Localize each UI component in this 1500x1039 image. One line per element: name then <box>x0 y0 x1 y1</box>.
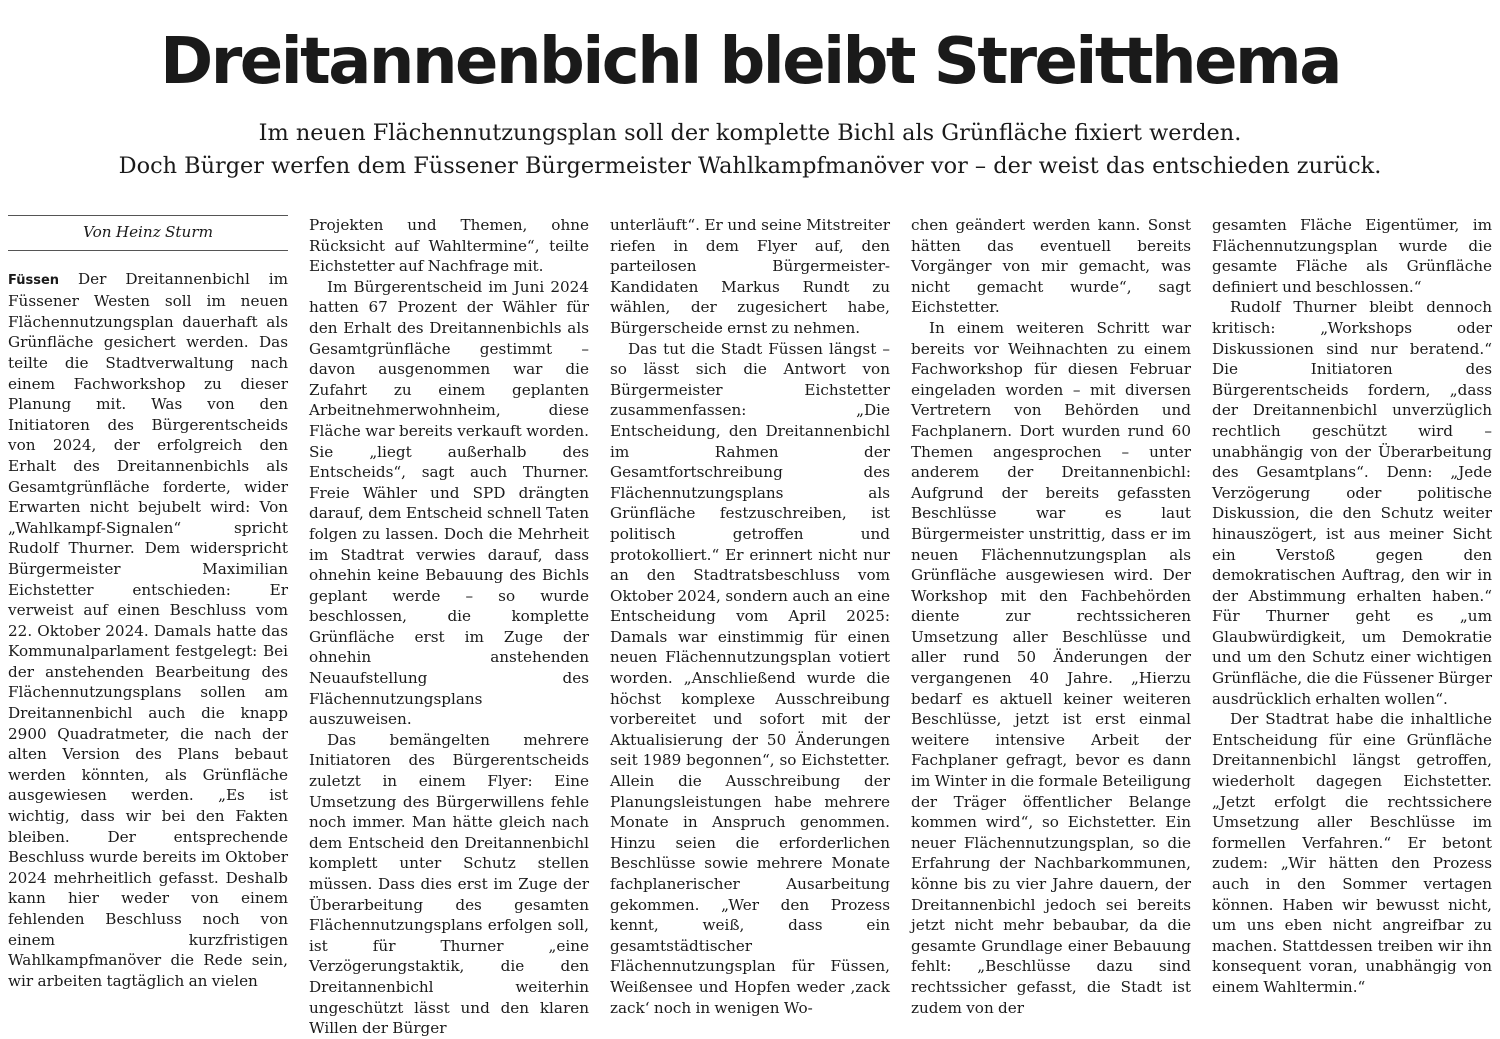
paragraph: chen geändert werden kann. Sonst hätten das eventuell bereits Vorgänger von mir gemacht, was nicht gemacht wurde“, sagt Eichstetter. <box>911 216 1191 317</box>
article-columns <box>8 215 1494 1038</box>
column-2 <box>309 215 589 1038</box>
paragraph <box>8 269 288 992</box>
paragraph: unterläuft“. Er und seine Mitstreiter riefen in dem Flyer auf, den parteilosen Bürgermeister-Kandidaten Markus Rundt zu wählen, der zugesichert habe, Bürgerscheide ernst zu nehmen. <box>610 216 890 337</box>
column-5 <box>1212 215 1492 1015</box>
headline: Dreitannenbichl bleibt Streitthema <box>160 25 1340 99</box>
column-3 <box>610 215 890 1015</box>
paragraph: Der Stadtrat habe die inhaltliche Entscheidung für eine Grünfläche Dreitannenbichl längst getroffen, wiederholt dagegen Eichstetter. „Jetzt erfolgt die rechtssichere Umsetzung aller Beschlüsse im formellen Verfahren.“ Er betont zudem: „Wir hätten den Prozess auch in den Sommer vertagen können. Haben wir bewusst nicht, um uns eben nicht angreifbar zu machen. Stattdessen treiben wir ihn konsequent voran, unabhängig von einem Wahltermin.“ <box>1212 710 1492 996</box>
paragraph: Projekten und Themen, ohne Rücksicht auf Wahltermine“, teilte Eichstetter auf Nachfrage mit. <box>309 216 589 276</box>
paragraph: In einem weiteren Schritt war bereits vor Weihnachten zu einem Fachworkshop für diesen Februar eingeladen worden – mit diversen Vertretern von Behörden und Fachplanern. Dort wurden rund 60 Themen angesprochen – unter anderem der Dreitannenbichl: Aufgrund der bereits gefassten Beschlüsse war es laut Bürgermeister unstrittig, dass er im neuen Flächennutzungsplan als Grünfläche ausgewiesen wird. Der Workshop mit den Fachbehörden diente zur rechtssicheren Umsetzung aller Beschlüsse und aller rund 50 Änderungen der vergangenen 40 Jahre. „Hierzu bedarf es aktuell keiner weiteren Beschlüsse, jetzt ist erst einmal weitere intensive Arbeit der Fachplaner gefragt, bevor es dann im Winter in die formale Beteiligung der Träger öffentlicher Belange kommen wird“, so Eichstetter. Ein neuer Flächennutzungsplan, so die Erfahrung der Nachbarkommunen, könne bis zu vier Jahre dauern, der Dreitannenbichl jedoch sei bereits jetzt nicht mehr bebaubar, da die gesamte Grundlage einer Bebauung fehlt: „Beschlüsse dazu sind rechtssicher gefasst, die Stadt ist zudem von der <box>911 318 1191 1017</box>
column-4 <box>911 215 1191 1015</box>
subheadline <box>0 117 1500 183</box>
paragraph: Das bemängelten mehrere Initiatoren des Bürgerentscheids zuletzt in einem Flyer: Eine Umsetzung des Bürgerwillens fehle noch immer. Man hätte gleich nach dem Entscheid den Dreitannenbichl komplett unter Schutz stellen müssen. Dass dies erst im Zuge der Überarbeitung des gesamten Flächennutzungsplans erfolgen soll, ist für Thurner „eine Verzögerungstaktik, die den Dreitannenbichl weiterhin ungeschützt lässt und den klaren Willen der Bürger <box>309 730 589 1038</box>
column-1 <box>8 215 288 1015</box>
paragraph: Das tut die Stadt Füssen längst – so lässt sich die Antwort von Bürgermeister Eichstetter zusammenfassen: „Die Entscheidung, den Dreitannenbichl im Rahmen der Gesamtfortschreibung des Flächennutzungsplans als Grünfläche festzuschreiben, ist politisch getroffen und protokolliert.“ Er erinnert nicht nur an den Stadtratsbeschluss vom Oktober 2024, sondern auch an eine Entscheidung vom April 2025: Damals war einstimmig für einen neuen Flächennutzungsplan votiert worden. „Anschließend wurde die höchst komplexe Ausschreibung vorbereitet und sofort mit der Aktualisierung der 50 Änderungen seit 1989 begonnen“, so Eichstetter. Allein die Ausschreibung der Planungsleistungen habe mehrere Monate in Anspruch genommen. Hinzu seien die erforderlichen Beschlüsse sowie mehrere Monate fachplanerischer Ausarbeitung gekommen. „Wer den Prozess kennt, weiß, dass ein gesamtstädtischer Flächennutzungsplan für Füssen, Weißensee und Hopfen weder ‚zack zack‘ noch in wenigen Wo- <box>610 339 890 1017</box>
paragraph: Rudolf Thurner bleibt dennoch kritisch: „Workshops oder Diskussionen sind nur beratend.“ Die Initiatoren des Bürgerentscheids fordern, „dass der Dreitannenbichl unverzüglich rechtlich geschützt wird – unabhängig von der Überarbeitung des Gesamtplans“. Denn: „Jede Verzögerung oder politische Diskussion, die den Schutz weiter hinauszögert, ist aus meiner Sicht ein Verstoß gegen den demokratischen Auftrag, den wir in der Abstimmung erhalten haben.“ Für Thurner geht es „um Glaubwürdigkeit, um Demokratie und um den Schutz einer wichtigen Grünfläche, die die Füssener Bürger ausdrücklich erhalten wollen“. <box>1212 298 1492 708</box>
dateline: Füssen <box>8 272 60 288</box>
paragraph-text: Der Dreitannenbichl im Füssener Westen soll im neuen Flächennutzungsplan dauerhaft als Grünfläche gesichert werden. Das teilte die Stadtverwaltung nach einem Fachworkshop zu dieser Planung mit. Was von den Initiatoren des Bürgerentscheids von 2024, der erfolgreich den Erhalt des Dreitannenbichls als Gesamtgrünfläche forderte, wider Erwarten nicht bejubelt wird: Von „Wahlkampf-Signalen“ spricht Rudolf Thurner. Dem widerspricht Bürgermeister Maximilian Eichstetter entschieden: Er verweist auf einen Beschluss vom 22. Oktober 2024. Damals hatte das Kommunalparlament festgelegt: Bei der anstehenden Bearbeitung des Flächennutzungsplans sollen am Dreitannenbichl auch die knapp 2900 Quadratmeter, die nach der alten Version des Plans bebaut werden könnten, als Grünfläche ausgewiesen werden. „Es ist wichtig, dass wir bei den Fakten bleiben. Der entsprechende Beschluss wurde bereits im Oktober 2024 mehrheitlich gefasst. Deshalb kann hier weder von einem fehlenden Beschluss noch von einem kurzfristigen Wahlkampfmanöver die Rede sein, wir arbeiten tagtäglich an vielen <box>8 269 288 990</box>
paragraph: Im Bürgerentscheid im Juni 2024 hatten 67 Prozent der Wähler für den Erhalt des Dreitannenbichls als Gesamtgrünfläche gestimmt – davon ausgenommen war die Zufahrt zu einem geplanten Arbeitnehmerwohnheim, diese Fläche war bereits verkauft worden. Sie „liegt außerhalb des Entscheids“, sagt auch Thurner. Freie Wähler und SPD drängten darauf, dem Entscheid schnell Taten folgen zu lassen. Doch die Mehrheit im Stadtrat verwies darauf, dass ohnehin keine Bebauung des Bichls geplant werde – so wurde beschlossen, die komplette Grünfläche erst im Zuge der ohnehin anstehenden Neuaufstellung des Flächennutzungsplans auszuweisen. <box>309 277 589 729</box>
byline: Von Heinz Sturm <box>8 215 288 251</box>
paragraph: gesamten Fläche Eigentümer, im Flächennutzungsplan wurde die gesamte Fläche als Grünfläche definiert und beschlossen.“ <box>1212 216 1492 296</box>
subheadline-line-2: Doch Bürger werfen dem Füssener Bürgermeister Wahlkampfmanöver vor – der weist das entschieden zurück. <box>118 153 1382 179</box>
subheadline-line-1: Im neuen Flächennutzungsplan soll der komplette Bichl als Grünfläche fixiert werden. <box>258 120 1242 146</box>
